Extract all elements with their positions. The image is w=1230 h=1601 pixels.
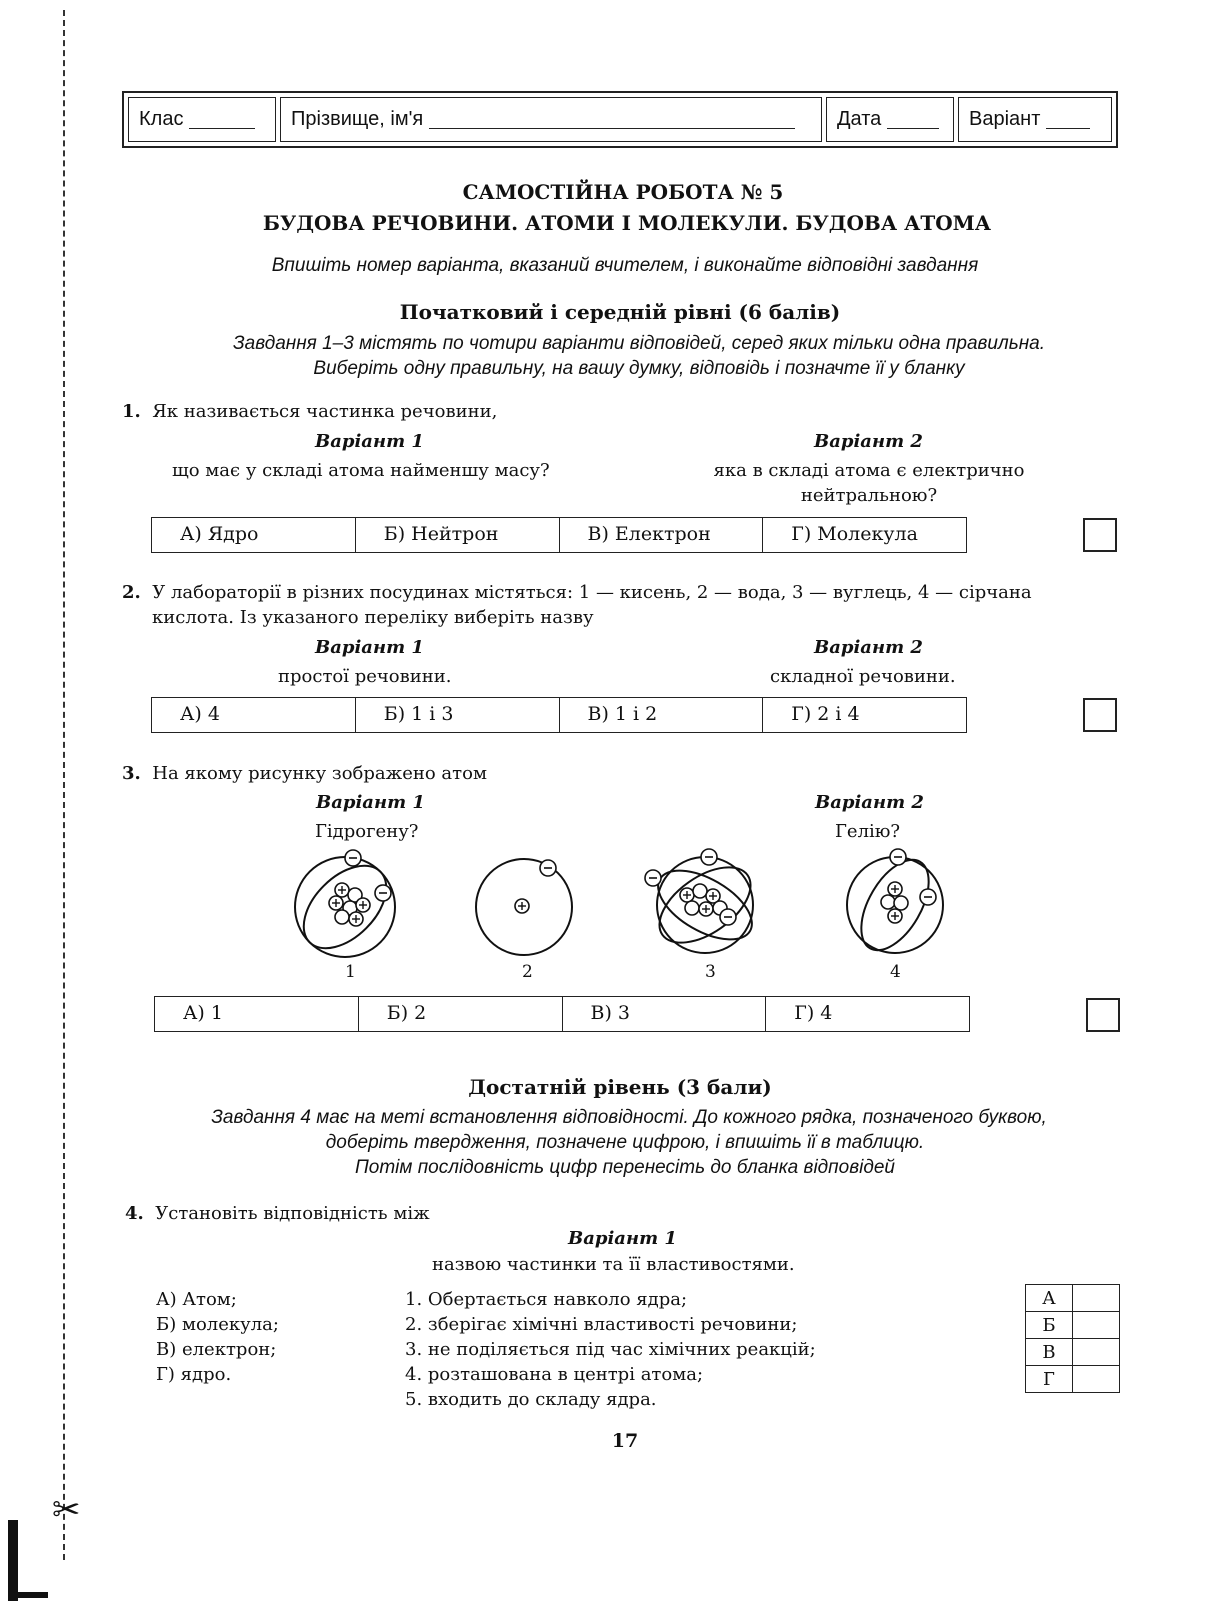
q1-stem: Як називається частинка речовини,	[152, 401, 498, 422]
q4-left-column	[156, 1287, 279, 1387]
work-title: САМОСТІЙНА РОБОТА № 5	[462, 180, 784, 204]
q3-variant1-label: Варіант 1	[316, 792, 425, 813]
level2-heading: Достатній рівень (3 бали)	[468, 1075, 772, 1099]
q4-right-column	[405, 1287, 816, 1412]
q2-answer-row	[151, 697, 967, 733]
q2-number: 2.	[122, 582, 141, 603]
q1-variant1-text: що має у складі атома найменшу масу?	[172, 460, 550, 481]
q4-left-item: А) Атом;	[156, 1289, 237, 1310]
q3-option-a[interactable]: А) 1	[155, 997, 359, 1031]
q2-variant1-text: простої речовини.	[278, 666, 452, 687]
figure-label-2: 2	[522, 962, 533, 982]
level2-note-2: доберіть твердження, позначене цифрою, і впишіть її в таблицю.	[325, 1132, 925, 1153]
q2-stem-2: кислота. Із указаного переліку виберіть назву	[152, 607, 594, 628]
q4-number: 4.	[125, 1203, 144, 1224]
grid-cell-d[interactable]	[1073, 1366, 1120, 1393]
q3-variant2-label: Варіант 2	[815, 792, 924, 813]
level1-note-1: Завдання 1–3 містять по чотири варіанти відповідей, серед яких тільки одна правильна.	[232, 333, 1046, 354]
grid-letter: Б	[1026, 1312, 1073, 1339]
name-field[interactable]	[280, 97, 822, 142]
q1-option-b[interactable]: Б) Нейтрон	[356, 518, 560, 552]
cut-line	[63, 10, 65, 1560]
q3-option-b[interactable]: Б) 2	[359, 997, 563, 1031]
corner-mark-foot	[8, 1592, 48, 1598]
q4-text	[125, 1203, 430, 1224]
page-number: 17	[611, 1430, 639, 1452]
q2-option-a[interactable]: А) 4	[152, 698, 356, 732]
q4-right-item: 2. зберігає хімічні властивості речовини;	[405, 1314, 798, 1335]
q1-variant2-label: Варіант 2	[814, 431, 923, 452]
q2-option-b[interactable]: Б) 1 і 3	[356, 698, 560, 732]
q1-answer-box[interactable]	[1083, 518, 1117, 552]
q1-answer-row	[151, 517, 967, 553]
q2-option-d[interactable]: Г) 2 і 4	[791, 703, 860, 725]
student-header	[122, 91, 1118, 148]
q2-variant2-text: складної речовини.	[770, 666, 956, 687]
q3-stem: На якому рисунку зображено атом	[152, 763, 487, 784]
q1-variant2-text-1: яка в складі атома є електрично	[713, 460, 1025, 481]
grid-letter: В	[1026, 1339, 1073, 1366]
figure-label-1: 1	[345, 962, 356, 982]
level2-note-3: Потім послідовність цифр перенесіть до бланка відповідей	[355, 1157, 895, 1178]
variant-label: Варіант	[969, 108, 1041, 130]
grid-letter: Г	[1026, 1366, 1073, 1393]
q1-variant1-label: Варіант 1	[315, 431, 424, 452]
q2-answer-box[interactable]	[1083, 698, 1117, 732]
q2-stem-1: У лабораторії в різних посудинах містяться: 1 — кисень, 2 — вода, 3 — вуглець, 4 — сірчана	[152, 582, 1032, 603]
q2-text-1	[122, 582, 1032, 603]
instruction: Впишіть номер варіанта, вказаний вчителем, і виконайте відповідні завдання	[271, 255, 979, 276]
class-field[interactable]	[128, 97, 276, 142]
q4-stem: Установіть відповідність між	[155, 1203, 430, 1224]
q3-answer-box[interactable]	[1086, 998, 1120, 1032]
q3-answer-row	[154, 996, 970, 1032]
q4-left-item: Г) ядро.	[156, 1364, 232, 1385]
q3-option-c[interactable]: В) 3	[563, 997, 767, 1031]
work-subtitle: БУДОВА РЕЧОВИНИ. АТОМИ І МОЛЕКУЛИ. БУДОВА АТОМА	[262, 211, 992, 235]
q1-text	[122, 401, 497, 422]
variant-field[interactable]	[958, 97, 1112, 142]
q1-option-a[interactable]: А) Ядро	[152, 518, 356, 552]
q1-option-c[interactable]: В) Електрон	[560, 518, 764, 552]
q1-option-d[interactable]: Г) Молекула	[791, 523, 918, 545]
figure-label-4: 4	[890, 962, 901, 982]
q3-number: 3.	[122, 763, 141, 784]
q1-variant2-text-2: нейтральною?	[800, 485, 938, 506]
grid-cell-b[interactable]	[1073, 1312, 1120, 1339]
atom-figure-1	[290, 845, 410, 965]
q3-option-d[interactable]: Г) 4	[794, 1002, 833, 1024]
q2-variant2-label: Варіант 2	[814, 637, 923, 658]
atom-figure-3	[640, 845, 765, 970]
level1-note-2: Виберіть одну правильну, на вашу думку, відповідь і позначте її у бланку	[313, 358, 965, 379]
q2-variant1-label: Варіант 1	[315, 637, 424, 658]
q4-variant1-label: Варіант 1	[568, 1228, 677, 1249]
q4-right-item: 3. не поділяється під час хімічних реакцій;	[405, 1339, 816, 1360]
q4-right-item: 4. розташована в центрі атома;	[405, 1364, 704, 1385]
grid-cell-a[interactable]	[1073, 1285, 1120, 1312]
figure-label-3: 3	[705, 962, 716, 982]
name-label: Прізвище, ім'я	[291, 108, 424, 130]
scissors-icon: ✂	[52, 1490, 81, 1530]
q4-answer-grid	[1025, 1284, 1120, 1393]
corner-mark	[8, 1520, 18, 1601]
q1-number: 1.	[122, 401, 141, 422]
q4-left-item: В) електрон;	[156, 1339, 277, 1360]
date-field[interactable]	[826, 97, 954, 142]
q2-option-c[interactable]: В) 1 і 2	[560, 698, 764, 732]
date-label: Дата	[837, 108, 882, 130]
atom-figure-4	[838, 845, 953, 960]
q4-right-item: 1. Обертається навколо ядра;	[405, 1289, 688, 1310]
atom-figure-2	[470, 855, 580, 965]
grid-letter: А	[1026, 1285, 1073, 1312]
q3-variant1-text: Гідрогену?	[315, 821, 419, 842]
q3-variant2-text: Гелію?	[835, 821, 901, 842]
level1-heading: Початковий і середній рівні (6 балів)	[399, 300, 841, 324]
level2-note-1: Завдання 4 має на меті встановлення відповідності. До кожного рядка, позначеного буквою,	[211, 1107, 1047, 1128]
q3-text	[122, 763, 487, 784]
q4-variant1-text: назвою частинки та її властивостями.	[432, 1254, 795, 1275]
q4-right-item: 5. входить до складу ядра.	[405, 1389, 657, 1410]
class-label: Клас	[139, 108, 184, 130]
q4-left-item: Б) молекула;	[156, 1314, 279, 1335]
grid-cell-c[interactable]	[1073, 1339, 1120, 1366]
